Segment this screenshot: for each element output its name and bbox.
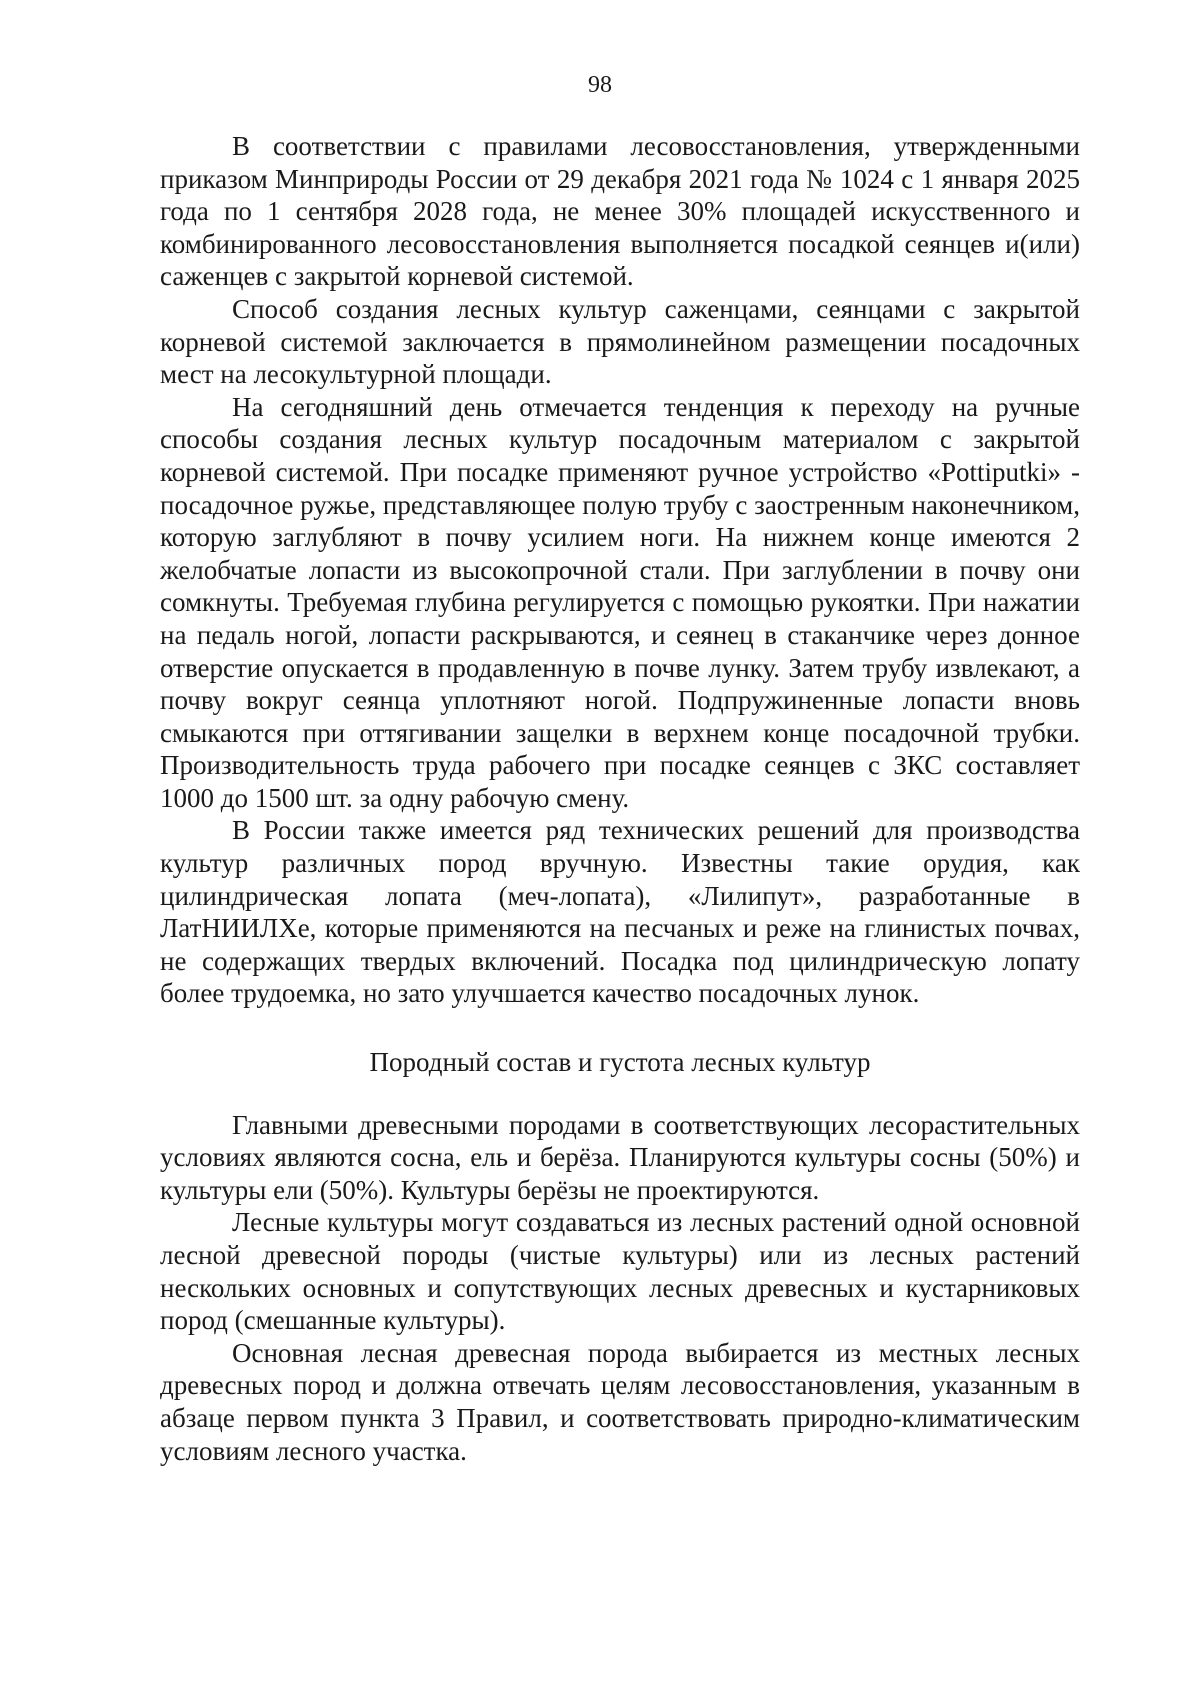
paragraph-manual-tools: В России также имеется ряд технических решений для производства культур различных пород вручную. Известны такие орудия, как цилиндрическая лопата (меч-лопата), «Лилипут», разработанные в ЛатНИИЛХе, которые применяются на песчаных и реже на глинистых почвах, не содержащих твердых включений. Посадка под цилиндрическую лопату более трудоемка, но зато улучшается качество посадочных лунок. — [160, 815, 1080, 1009]
page-number: 98 — [588, 72, 612, 98]
paragraph-pure-mixed-cultures: Лесные культуры могут создаваться из лесных растений одной основной лесной древесной породы (чистые культуры) или из лесных растений нескольких основных и сопутствующих лесных древесных и кустарниковых пород (смешанные культуры). — [160, 1207, 1080, 1336]
document-body — [160, 130, 1080, 1467]
paragraph-pottiputki: На сегодняшний день отмечается тенденция к переходу на ручные способы создания лесных культур посадочным материалом с закрытой корневой системой. При посадке применяют ручное устройство «Pottiputki» - посадочное ружье, представляющее полую трубу с заостренным наконечником, которую заглубляют в почву усилием ноги. На нижнем конце имеются 2 желобчатые лопасти из высокопрочной стали. При заглублении в почву они сомкнуты. Требуемая глубина регулируется с помощью рукоятки. При нажатии на педаль ногой, лопасти раскрываются, и сеянец в стаканчике через донное отверстие опускается в продавленную в почве лунку. Затем трубу извлекают, а почву вокруг сеянца уплотняют ногой. Подпружиненные лопасти вновь смыкаются при оттягивании защелки в верхнем конце посадочной трубки. Производительность труда рабочего при посадке сеянцев с ЗКС составляет 1000 до 1500 шт. за одну рабочую смену. — [160, 391, 1080, 813]
paragraph-planting-method: Способ создания лесных культур саженцами, сеянцами с закрытой корневой системой заключается в прямолинейном размещении посадочных мест на лесокультурной площади. — [160, 293, 1080, 390]
paragraph-species-selection: Основная лесная древесная порода выбирается из местных лесных древесных пород и должна отвечать целям лесовосстановления, указанным в абзаце первом пункта 3 Правил, и соответствовать природно-климатическим условиям лесного участка. — [160, 1337, 1080, 1466]
paragraph-reforestation-rules: В соответствии с правилами лесовосстановления, утвержденными приказом Минприроды России от 29 декабря 2021 года № 1024 с 1 января 2025 года по 1 сентября 2028 года, не менее 30% площадей искусственного и комбинированного лесовосстановления выполняется посадкой сеянцев и(или) саженцев с закрытой корневой системой. — [160, 131, 1080, 292]
paragraph-main-species: Главными древесными породами в соответствующих лесорастительных условиях являются сосна, ель и берёза. Планируются культуры сосны (50%) и культуры ели (50%). Культуры берёзы не проектируются. — [160, 1109, 1080, 1205]
section-heading: Породный состав и густота лесных культур — [369, 1047, 871, 1078]
